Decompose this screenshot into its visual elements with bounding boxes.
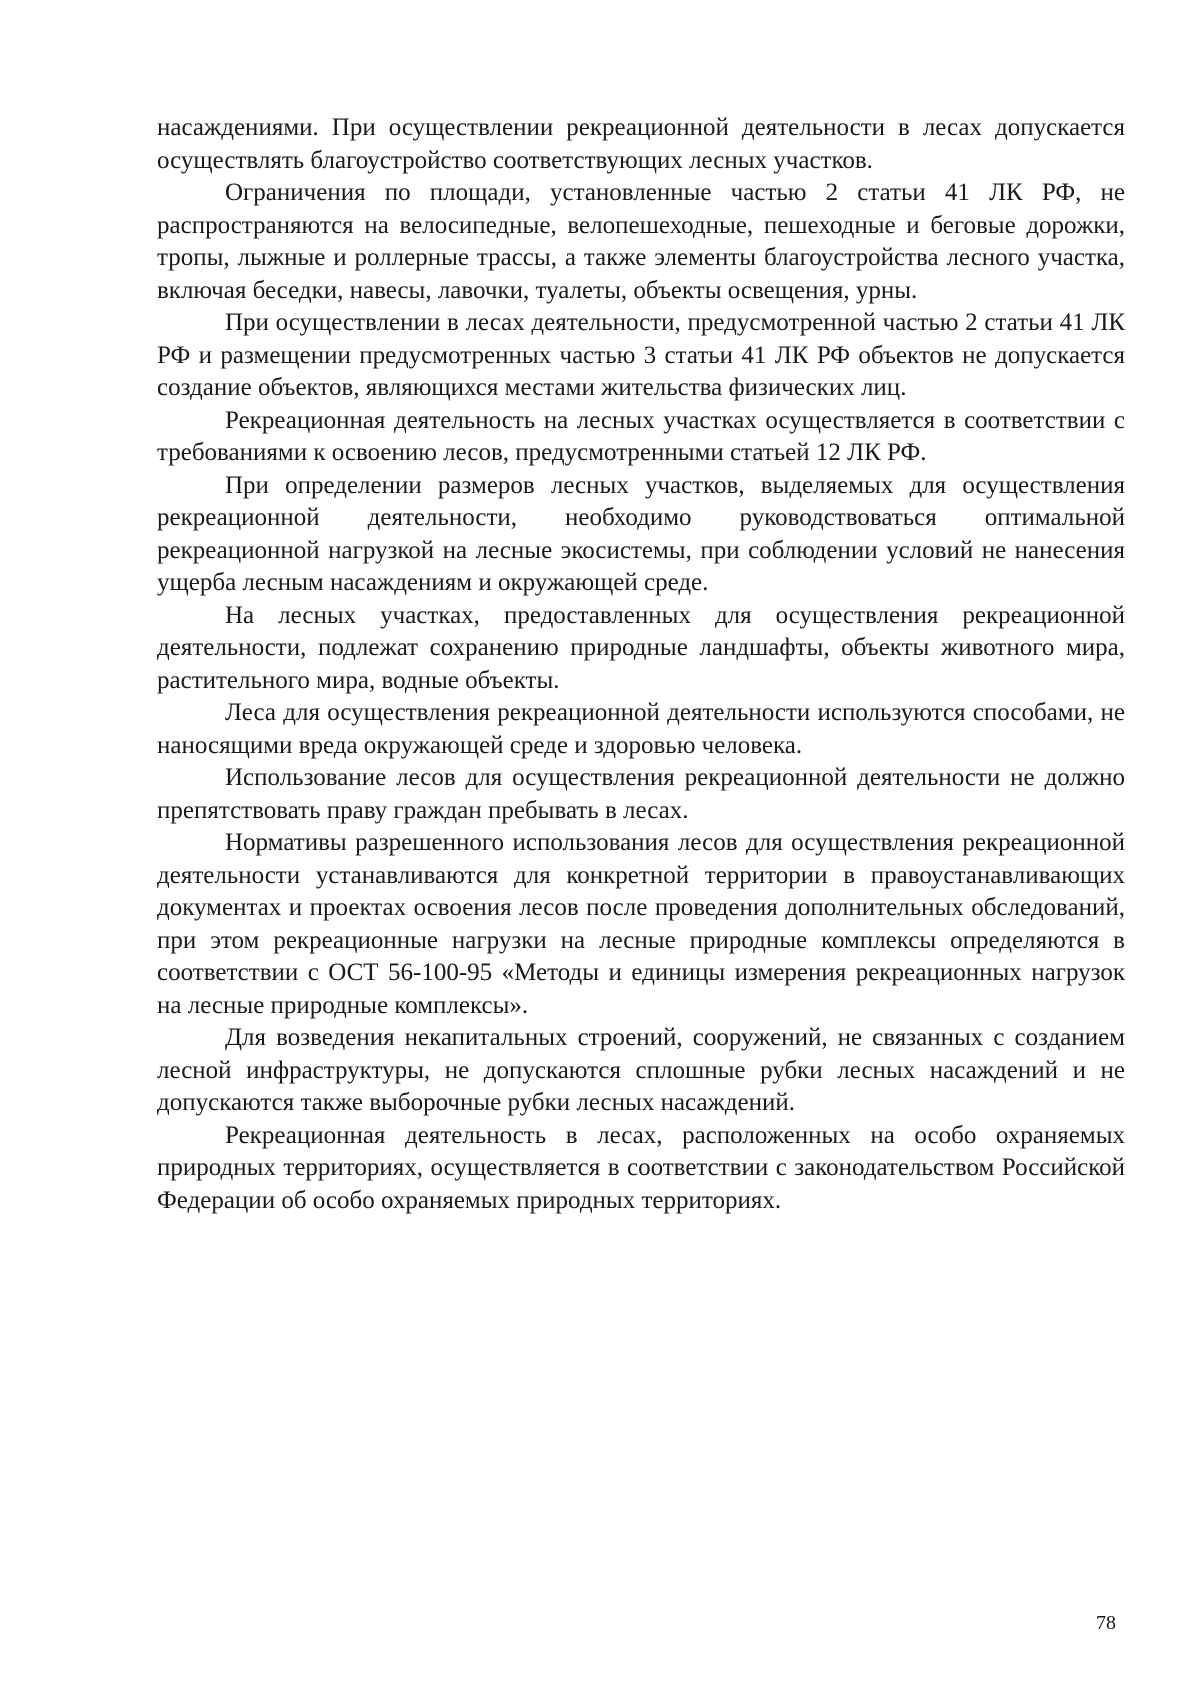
paragraph: При осуществлении в лесах деятельности, предусмотренной частью 2 статьи 41 ЛК РФ и размещении предусмотренных частью 3 статьи 41 ЛК РФ объектов не допускается создание объектов, являющихся местами жительства физических лиц. [157,309,1125,401]
paragraph: Нормативы разрешенного использования лесов для осуществления рекреационной деятельности устанавливаются для конкретной территории в правоустанавливающих документах и проектах освоения лесов после проведения дополнительных обследований, при этом рекреационные нагрузки на лесные природные комплексы определяются в соответствии с ОСТ 56-100-95 «Методы и единицы измерения рекреационных нагрузок на лесные природные комплексы». [157,829,1125,1019]
paragraph: Рекреационная деятельность на лесных участках осуществляется в соответствии с требованиями к освоению лесов, предусмотренными статьей 12 ЛК РФ. [157,406,1125,466]
paragraph-continuation: насаждениями. При осуществлении рекреационной деятельности в лесах допускается осуществлять благоустройство соответствующих лесных участков. [157,114,1125,174]
page-number: 78 [1096,1612,1116,1634]
paragraph: Ограничения по площади, установленные частью 2 статьи 41 ЛК РФ, не распространяются на велосипедные, велопешеходные, пешеходные и беговые дорожки, тропы, лыжные и роллерные трассы, а также элементы благоустройства лесного участка, включая беседки, навесы, лавочки, туалеты, объекты освещения, урны. [157,179,1125,304]
paragraph: Леса для осуществления рекреационной деятельности используются способами, не наносящими вреда окружающей среде и здоровью человека. [157,699,1125,759]
body-text [157,112,1125,1217]
paragraph: Рекреационная деятельность в лесах, расположенных на особо охраняемых природных территориях, осуществляется в соответствии с законодательством Российской Федерации об особо охраняемых природных территориях. [157,1121,1125,1214]
paragraph: При определении размеров лесных участков, выделяемых для осуществления рекреационной деятельности, необходимо руководствоваться оптимальной рекреационной нагрузкой на лесные экосистемы, при соблюдении условий не нанесения ущерба лесным насаждениям и окружающей среде. [157,471,1125,596]
paragraph: Для возведения некапитальных строений, сооружений, не связанных с созданием лесной инфраструктуры, не допускаются сплошные рубки лесных насаждений и не допускаются также выборочные рубки лесных насаждений. [157,1024,1125,1116]
paragraph: Использование лесов для осуществления рекреационной деятельности не должно препятствовать праву граждан пребывать в лесах. [157,764,1125,824]
paragraph: На лесных участках, предоставленных для осуществления рекреационной деятельности, подлежат сохранению природные ландшафты, объекты животного мира, растительного мира, водные объекты. [157,601,1125,694]
